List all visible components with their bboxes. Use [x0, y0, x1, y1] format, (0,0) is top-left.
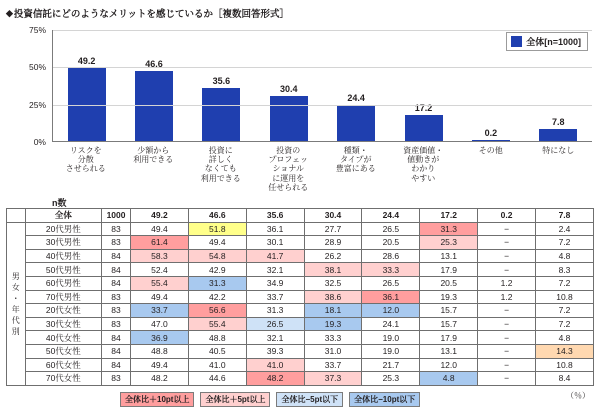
table-cell: 56.6 — [188, 304, 246, 318]
table-cell: 58.3 — [130, 249, 188, 263]
table-cell: 44.6 — [188, 372, 246, 386]
table-cell: − — [478, 236, 536, 250]
x-tick-label: 特になし — [542, 146, 575, 155]
table-cell: 19.3 — [304, 317, 362, 331]
table-cell: 14.3 — [536, 344, 594, 358]
table-cell: 41.0 — [188, 358, 246, 372]
row-n: 83 — [102, 290, 131, 304]
row-group-blank — [7, 209, 26, 223]
row-label: 50代女性 — [25, 344, 101, 358]
table-cell: 42.9 — [188, 263, 246, 277]
table-cell: 10.8 — [536, 358, 594, 372]
table-cell: 49.4 — [130, 290, 188, 304]
table-row — [7, 331, 594, 345]
table-cell: 24.4 — [362, 209, 420, 223]
table-cell: 41.0 — [246, 358, 304, 372]
bar — [539, 117, 577, 141]
table-cell: 25.3 — [362, 372, 420, 386]
row-label: 70代男性 — [25, 290, 101, 304]
table-cell: − — [478, 263, 536, 277]
table-cell: 35.6 — [246, 209, 304, 223]
table-cell: 1.2 — [478, 276, 536, 290]
table-cell: 31.3 — [246, 304, 304, 318]
y-axis-labels — [6, 24, 50, 147]
table-row — [7, 222, 594, 236]
row-n: 83 — [102, 317, 131, 331]
bar-value-label: 30.4 — [280, 83, 298, 94]
page-title — [0, 0, 600, 22]
table-cell: 54.8 — [188, 249, 246, 263]
data-table — [6, 208, 594, 386]
table-cell: 31.3 — [420, 222, 478, 236]
table-cell: 40.5 — [188, 344, 246, 358]
table-cell: 30.4 — [304, 209, 362, 223]
y-tick-label: 0% — [33, 137, 46, 147]
bar — [135, 59, 173, 141]
diamond-icon: ◆ — [6, 7, 13, 18]
x-axis-labels — [52, 144, 592, 192]
percent-note: （％） — [566, 391, 590, 400]
table-row — [7, 372, 594, 386]
row-label: 60代女性 — [25, 358, 101, 372]
table-body — [7, 209, 594, 386]
bar-value-label: 0.2 — [484, 128, 498, 138]
table-row — [7, 276, 594, 290]
table-cell: 24.1 — [362, 317, 420, 331]
table-cell: 55.4 — [130, 276, 188, 290]
table-cell: 4.8 — [536, 331, 594, 345]
x-tick-label: 資産価値・ 値動きが わかり やすい — [403, 146, 444, 183]
bar-value-label: 49.2 — [77, 55, 96, 66]
table-cell: 47.0 — [130, 317, 188, 331]
bar — [270, 83, 308, 141]
bar-value-label: 46.6 — [145, 59, 163, 70]
bar-value-label: 7.8 — [552, 117, 565, 128]
gridline — [53, 67, 592, 68]
table-cell: − — [478, 358, 536, 372]
bar-value-label: 24.4 — [347, 92, 365, 103]
bar-cell — [255, 30, 322, 141]
row-n: 83 — [102, 304, 131, 318]
table-row — [7, 290, 594, 304]
row-n: 83 — [102, 236, 131, 250]
bar-value-label: 35.6 — [212, 75, 231, 86]
row-label: 30代女性 — [25, 317, 101, 331]
row-label: 30代男性 — [25, 236, 101, 250]
row-n: 84 — [102, 358, 131, 372]
x-tick-label: その他 — [478, 146, 503, 155]
table-cell: 20.5 — [362, 236, 420, 250]
table-cell: 38.1 — [304, 263, 362, 277]
chart-legend — [506, 32, 588, 51]
legend-label: 全体[n=1000] — [526, 37, 581, 47]
gridline — [53, 105, 592, 106]
y-tick-label: 75% — [28, 25, 46, 35]
table-cell: 48.8 — [130, 344, 188, 358]
table-cell: 32.5 — [304, 276, 362, 290]
x-tick-label: 投資に 詳しく なくても 利用できる — [200, 146, 241, 183]
table-cell: 31.3 — [188, 276, 246, 290]
table-cell: 52.4 — [130, 263, 188, 277]
table-row — [7, 344, 594, 358]
table-cell: 15.7 — [420, 317, 478, 331]
table-cell: 28.6 — [362, 249, 420, 263]
table-cell: − — [478, 317, 536, 331]
bar-cell — [188, 30, 255, 141]
highlight-legend-key: 全体比−10pt以下 — [349, 392, 420, 407]
row-n: 84 — [102, 331, 131, 345]
table-cell: 33.7 — [304, 358, 362, 372]
table-row — [7, 236, 594, 250]
x-tick-label: リスクを 分散 させられる — [65, 146, 106, 174]
table-cell: 27.7 — [304, 222, 362, 236]
table-cell: 49.4 — [130, 358, 188, 372]
table-cell: 32.1 — [246, 263, 304, 277]
page-title-text: 投資信託にどのようなメリットを感じているか — [13, 9, 214, 20]
table-cell: 7.2 — [536, 317, 594, 331]
y-tick-label: 50% — [28, 62, 46, 73]
table-cell: 33.7 — [130, 304, 188, 318]
table-row — [7, 304, 594, 318]
table-cell: 49.4 — [188, 236, 246, 250]
table-cell: 28.9 — [304, 236, 362, 250]
table-cell: 36.1 — [246, 222, 304, 236]
table-cell: 18.1 — [304, 304, 362, 318]
n-header-label: n数 — [52, 198, 67, 208]
bar — [472, 128, 510, 141]
table-row — [7, 263, 594, 277]
table-cell: 26.5 — [246, 317, 304, 331]
row-n: 83 — [102, 222, 131, 236]
table-cell: 1.2 — [478, 290, 536, 304]
bar — [202, 75, 240, 141]
row-n: 83 — [102, 372, 131, 386]
table-cell: − — [478, 344, 536, 358]
table-cell: 0.2 — [478, 209, 536, 223]
bar-value-label: 17.2 — [414, 103, 433, 114]
table-cell: − — [478, 304, 536, 318]
table-cell: 49.2 — [130, 209, 188, 223]
row-n: 1000 — [102, 209, 131, 223]
x-tick-label: 種類・ タイプが 豊富にある — [335, 146, 376, 174]
y-tick-label: 25% — [28, 99, 46, 110]
row-label: 全体 — [25, 209, 101, 223]
table-cell: 32.1 — [246, 331, 304, 345]
row-n: 84 — [102, 344, 131, 358]
table-cell: 17.2 — [420, 209, 478, 223]
bar-chart — [6, 24, 594, 192]
table-cell: 41.7 — [246, 249, 304, 263]
table-cell: 17.9 — [420, 263, 478, 277]
table-cell: 7.2 — [536, 236, 594, 250]
x-tick-label: 少額から 利用できる — [133, 146, 174, 165]
table-cell: 13.1 — [420, 344, 478, 358]
table-cell: − — [478, 249, 536, 263]
bar-cell — [323, 30, 390, 141]
table-cell: 48.8 — [188, 331, 246, 345]
table-cell: 19.3 — [420, 290, 478, 304]
table-cell: 31.0 — [304, 344, 362, 358]
highlight-legend-key: 全体比−5pt以下 — [276, 392, 343, 407]
table-cell: 48.2 — [246, 372, 304, 386]
table-cell: 12.0 — [420, 358, 478, 372]
gridline — [53, 30, 592, 31]
table-cell: − — [478, 331, 536, 345]
table-cell: 21.7 — [362, 358, 420, 372]
table-cell: 49.4 — [130, 222, 188, 236]
table-cell: 36.9 — [130, 331, 188, 345]
legend-swatch-icon — [511, 36, 522, 47]
row-n: 84 — [102, 263, 131, 277]
table-cell: 8.4 — [536, 372, 594, 386]
table-cell: 48.2 — [130, 372, 188, 386]
table-cell: 36.1 — [362, 290, 420, 304]
table-cell: 15.7 — [420, 304, 478, 318]
table-cell: 33.3 — [304, 331, 362, 345]
table-cell: 37.3 — [304, 372, 362, 386]
table-cell: 34.9 — [246, 276, 304, 290]
table-cell: 26.5 — [362, 222, 420, 236]
table-cell: 33.7 — [246, 290, 304, 304]
table-cell: 26.5 — [362, 276, 420, 290]
table-cell: 8.3 — [536, 263, 594, 277]
table-cell: 7.2 — [536, 276, 594, 290]
page-title-suffix: ［複数回答形式］ — [213, 9, 290, 20]
row-label: 20代男性 — [25, 222, 101, 236]
x-tick-label: 投資の プロフェッ ショナル に運用を 任せられる — [268, 146, 309, 192]
table-cell: 19.0 — [362, 344, 420, 358]
table-cell: 55.4 — [188, 317, 246, 331]
table-row — [7, 317, 594, 331]
table-cell: 51.8 — [188, 222, 246, 236]
table-cell: 61.4 — [130, 236, 188, 250]
table-cell: 25.3 — [420, 236, 478, 250]
table-cell: 38.6 — [304, 290, 362, 304]
table-row — [7, 209, 594, 223]
table-row — [7, 249, 594, 263]
highlight-legend-key: 全体比＋10pt以上 — [120, 392, 194, 407]
highlight-legend — [120, 392, 420, 407]
bar-cell — [53, 30, 120, 141]
table-cell: 4.8 — [536, 249, 594, 263]
table-cell: − — [478, 372, 536, 386]
table-cell: 10.8 — [536, 290, 594, 304]
table-cell: 17.9 — [420, 331, 478, 345]
table-cell: 2.4 — [536, 222, 594, 236]
table-cell: 19.0 — [362, 331, 420, 345]
table-cell: 39.3 — [246, 344, 304, 358]
table-cell: 33.3 — [362, 263, 420, 277]
table-cell: 46.6 — [188, 209, 246, 223]
table-cell: 13.1 — [420, 249, 478, 263]
table-cell: 26.2 — [304, 249, 362, 263]
table-cell: 7.2 — [536, 304, 594, 318]
table-row — [7, 358, 594, 372]
table-cell: 42.2 — [188, 290, 246, 304]
table-cell: 20.5 — [420, 276, 478, 290]
row-label: 70代女性 — [25, 372, 101, 386]
row-label: 20代女性 — [25, 304, 101, 318]
bar-cell — [390, 30, 457, 141]
bar-cell — [120, 30, 187, 141]
row-label: 60代男性 — [25, 276, 101, 290]
row-n: 84 — [102, 249, 131, 263]
bar — [337, 92, 375, 141]
row-n: 84 — [102, 276, 131, 290]
table-cell: 12.0 — [362, 304, 420, 318]
table-cell: 7.8 — [536, 209, 594, 223]
table-cell: 30.1 — [246, 236, 304, 250]
table-cell: − — [478, 222, 536, 236]
row-group-label: 男 女 ・ 年 代 別 — [7, 222, 26, 385]
row-label: 50代男性 — [25, 263, 101, 277]
row-label: 40代男性 — [25, 249, 101, 263]
row-label: 40代女性 — [25, 331, 101, 345]
bar — [405, 103, 443, 141]
highlight-legend-key: 全体比＋5pt以上 — [200, 392, 270, 407]
table-cell: 4.8 — [420, 372, 478, 386]
